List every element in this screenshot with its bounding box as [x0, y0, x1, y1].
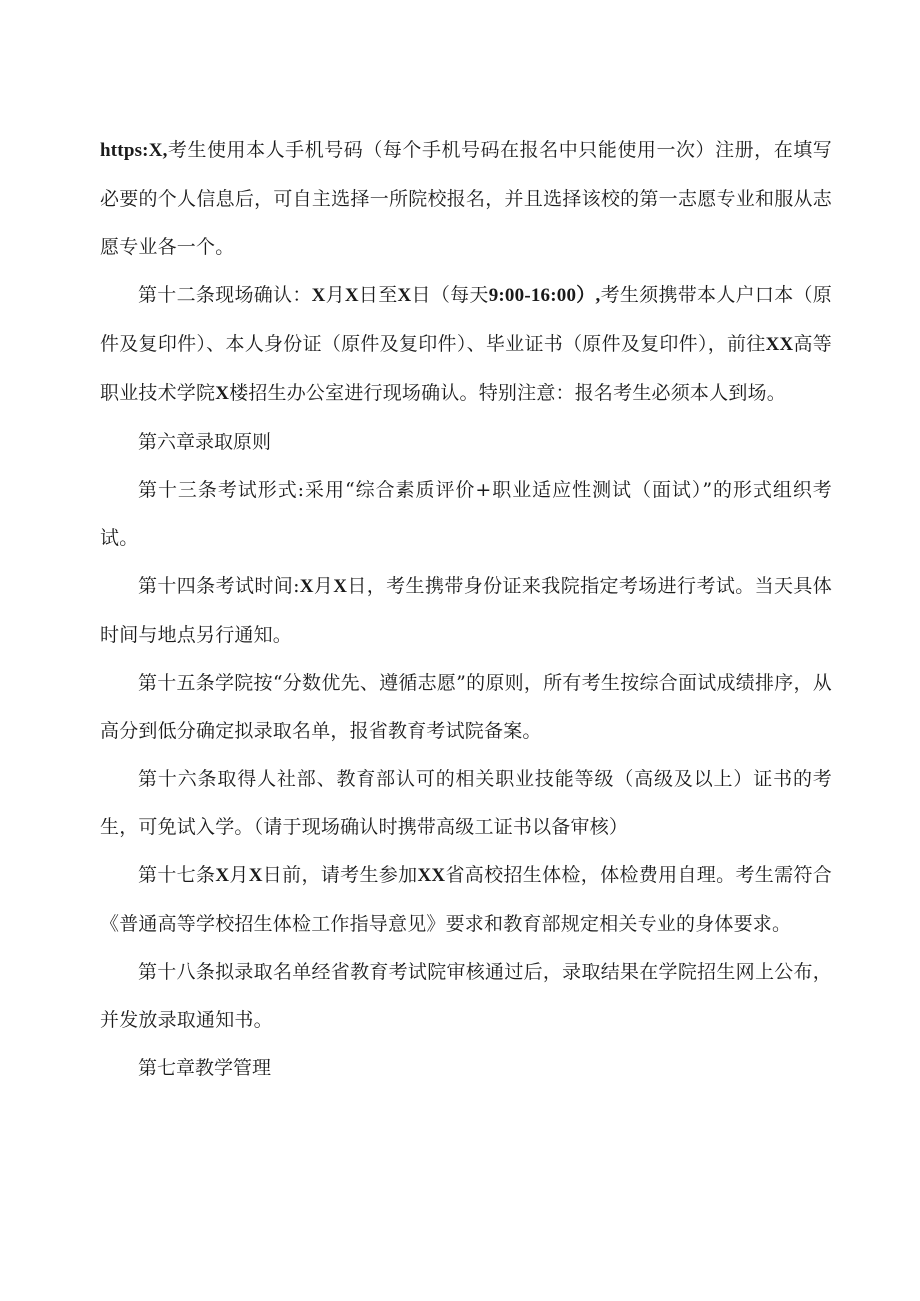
paragraph-article-14: 第十四条考试时间:X月X日，考生携带身份证来我院指定考场进行考试。当天具体时间与地点另行通知。 [100, 575, 832, 646]
paragraph-article-16: 第十六条取得人社部、教育部认可的相关职业技能等级（高级及以上）证书的考生，可免试入学。（请于现场确认时携带高级工证书以备审核） [100, 768, 832, 838]
paragraph-article-12: 第十二条现场确认：X月X日至X日（每天9:00-16:00）,考生须携带本人户口本（原件及复印件）、本人身份证（原件及复印件）、毕业证书（原件及复印件），前往XX高等职业技术学院X楼招生办公室进行现场确认。特别注意：报名考生必须本人到场。 [100, 284, 832, 404]
registration-url: https:X, [100, 140, 168, 161]
paragraph-article-17: 第十七条X月X日前，请考生参加XX省高校招生体检，体检费用自理。考生需符合《普通高等学校招生体检工作指导意见》要求和教育部规定相关专业的身体要求。 [100, 864, 832, 935]
paragraph-registration: https:X,考生使用本人手机号码（每个手机号码在报名中只能使用一次）注册，在填写必要的个人信息后，可自主选择一所院校报名，并且选择该校的第一志愿专业和服从志愿专业各一个。 [100, 139, 832, 258]
paragraph-article-18: 第十八条拟录取名单经省教育考试院审核通过后，录取结果在学院招生网上公布，并发放录取通知书。 [100, 961, 832, 1031]
paragraph-article-15: 第十五条学院按“分数优先、遵循志愿”的原则，所有考生按综合面试成绩排序，从高分到低分确定拟录取名单，报省教育考试院备案。 [100, 672, 832, 742]
paragraph-article-13: 第十三条考试形式:采用“综合素质评价+职业适应性测试（面试）”的形式组织考试。 [100, 479, 832, 549]
document-body [100, 126, 832, 1092]
chapter-heading-6: 第六章录取原则 [138, 431, 272, 453]
chapter-heading-7: 第七章教学管理 [138, 1057, 272, 1079]
